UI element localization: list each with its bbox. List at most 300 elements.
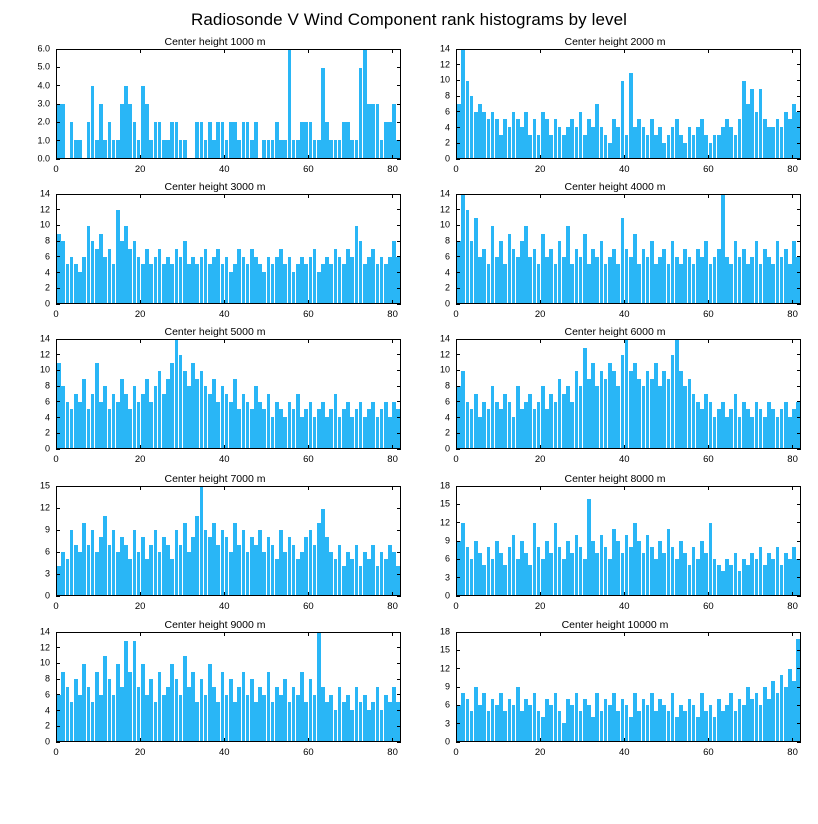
histogram-bar — [371, 249, 375, 303]
histogram-bar — [108, 545, 112, 595]
y-tick-label: 6 — [444, 106, 450, 117]
histogram-bar — [784, 553, 788, 595]
y-tick-mark — [456, 370, 460, 371]
histogram-bar — [216, 122, 220, 158]
histogram-bar — [384, 264, 388, 303]
histogram-bar — [195, 122, 199, 158]
histogram-bar — [66, 687, 70, 741]
histogram-bar — [317, 140, 321, 158]
x-tick-label: 80 — [387, 309, 398, 320]
x-tick-mark — [540, 486, 541, 490]
y-tick-mark — [397, 449, 401, 450]
histogram-bar — [233, 122, 237, 158]
histogram-bar — [200, 679, 204, 741]
chart-panel — [420, 619, 810, 768]
panel-title: Center height 9000 m — [164, 619, 266, 631]
histogram-bar — [746, 264, 750, 303]
y-tick-mark — [456, 339, 460, 340]
histogram-bar — [616, 386, 620, 448]
x-tick-label: 40 — [618, 309, 630, 320]
panel-title: Center height 2000 m — [564, 36, 666, 48]
histogram-bar — [254, 545, 258, 595]
histogram-bar — [158, 552, 162, 595]
y-tick-label: 8 — [44, 673, 50, 684]
histogram-bar — [124, 641, 128, 741]
histogram-bar — [221, 386, 225, 448]
histogram-bar — [216, 249, 220, 303]
histogram-bar — [292, 409, 296, 448]
histogram-bar — [275, 402, 279, 448]
histogram-bar — [359, 702, 363, 741]
histogram-bar — [191, 257, 195, 303]
histogram-bar — [380, 257, 384, 303]
y-tick-mark — [56, 663, 60, 664]
histogram-bar — [704, 553, 708, 595]
histogram-bar — [487, 119, 491, 158]
histogram-bar — [545, 541, 549, 595]
histogram-bar — [246, 695, 250, 741]
histogram-bar — [242, 394, 246, 448]
histogram-bar — [637, 541, 641, 595]
histogram-bar — [780, 257, 784, 303]
y-tick-mark — [456, 209, 460, 210]
y-tick-mark — [56, 159, 60, 160]
histogram-bar — [279, 249, 283, 303]
histogram-bar — [512, 417, 516, 448]
histogram-bar — [229, 402, 233, 448]
histogram-bar — [495, 257, 499, 303]
histogram-bar — [608, 143, 612, 158]
histogram-bar — [246, 122, 250, 158]
histogram-bar — [482, 402, 486, 448]
histogram-bar — [116, 552, 120, 595]
histogram-bar — [334, 394, 338, 448]
x-tick-mark — [56, 445, 57, 449]
histogram-bar — [200, 257, 204, 303]
histogram-bar — [112, 394, 116, 448]
histogram-bar — [95, 140, 99, 158]
y-tick-mark — [797, 742, 801, 743]
histogram-bar — [696, 559, 700, 595]
histogram-bar — [742, 402, 746, 448]
histogram-bar — [675, 119, 679, 158]
histogram-bar — [162, 264, 166, 303]
histogram-bar — [763, 417, 767, 448]
histogram-bar — [200, 122, 204, 158]
histogram-bar — [145, 249, 149, 303]
plot-frame — [456, 339, 801, 449]
y-tick-mark — [456, 143, 460, 144]
histogram-bar — [616, 541, 620, 595]
histogram-bar — [170, 264, 174, 303]
histogram-bar — [704, 711, 708, 741]
y-tick-mark — [797, 194, 801, 195]
histogram-bar — [304, 537, 308, 595]
histogram-bar — [309, 679, 313, 741]
y-tick-mark — [397, 401, 401, 402]
histogram-bar — [288, 537, 292, 595]
y-tick-mark — [797, 541, 801, 542]
chart-panel — [420, 473, 810, 622]
plot-area — [420, 333, 810, 475]
histogram-bar — [187, 552, 191, 595]
histogram-bar — [721, 127, 725, 158]
histogram-bar — [70, 409, 74, 448]
histogram-bar — [616, 127, 620, 158]
histogram-bar — [579, 112, 583, 158]
y-tick-mark — [397, 339, 401, 340]
histogram-bar — [250, 537, 254, 595]
histogram-bar — [541, 559, 545, 595]
histogram-bar — [696, 249, 700, 303]
y-tick-mark — [56, 417, 60, 418]
histogram-bar — [250, 679, 254, 741]
histogram-bar — [166, 257, 170, 303]
histogram-bar — [371, 104, 375, 158]
y-tick-mark — [397, 288, 401, 289]
histogram-bar — [516, 559, 520, 595]
y-tick-mark — [397, 85, 401, 86]
histogram-bar — [533, 119, 537, 158]
histogram-bar — [275, 122, 279, 158]
histogram-bar — [313, 249, 317, 303]
histogram-bar — [780, 409, 784, 448]
histogram-bar — [658, 699, 662, 741]
x-tick-mark — [708, 738, 709, 742]
histogram-bar — [158, 672, 162, 741]
x-tick-mark — [708, 194, 709, 198]
x-tick-label: 60 — [303, 309, 314, 320]
histogram-bar — [646, 135, 650, 158]
histogram-bar — [380, 409, 384, 448]
x-tick-mark — [792, 592, 793, 596]
histogram-bar — [212, 687, 216, 741]
x-tick-mark — [56, 738, 57, 742]
histogram-bar — [225, 394, 229, 448]
x-tick-mark — [308, 194, 309, 198]
histogram-bar — [604, 547, 608, 595]
histogram-bar — [262, 695, 266, 741]
histogram-bar — [788, 417, 792, 448]
histogram-bar — [625, 705, 629, 741]
histogram-bar — [683, 711, 687, 741]
histogram-bar — [103, 140, 107, 158]
y-tick-mark — [797, 225, 801, 226]
histogram-bar — [204, 386, 208, 448]
x-tick-mark — [792, 339, 793, 343]
histogram-bar — [591, 541, 595, 595]
y-tick-mark — [397, 104, 401, 105]
histogram-bar — [334, 140, 338, 158]
histogram-bar — [658, 386, 662, 448]
panel-title: Center height 4000 m — [564, 181, 666, 193]
histogram-bar — [491, 112, 495, 158]
x-tick-mark — [624, 339, 625, 343]
histogram-bar — [296, 264, 300, 303]
histogram-bar — [637, 119, 641, 158]
y-tick-label: 2 — [44, 720, 50, 731]
x-tick-mark — [224, 194, 225, 198]
histogram-bar — [792, 547, 796, 595]
y-tick-mark — [797, 159, 801, 160]
histogram-bar — [158, 249, 162, 303]
panel-title: Center height 6000 m — [564, 326, 666, 338]
histogram-bar — [633, 363, 637, 448]
histogram-bar — [725, 705, 729, 741]
histogram-bar — [57, 695, 61, 741]
histogram-bar — [325, 537, 329, 595]
histogram-bar — [650, 547, 654, 595]
histogram-bar — [558, 711, 562, 741]
histogram-bar — [512, 535, 516, 595]
histogram-bar — [654, 711, 658, 741]
histogram-bar — [99, 234, 103, 303]
plot-area — [20, 626, 410, 768]
histogram-bar — [82, 379, 86, 448]
histogram-bar — [524, 226, 528, 303]
y-tick-mark — [797, 723, 801, 724]
histogram-bar — [646, 705, 650, 741]
y-tick-mark — [456, 650, 460, 651]
histogram-bar — [612, 119, 616, 158]
y-tick-mark — [797, 209, 801, 210]
histogram-bar — [491, 559, 495, 595]
histogram-bar — [208, 537, 212, 595]
histogram-bar — [346, 122, 350, 158]
histogram-bar — [725, 119, 729, 158]
y-tick-label: 4 — [444, 267, 450, 278]
histogram-bar — [688, 257, 692, 303]
histogram-bar — [709, 264, 713, 303]
histogram-bar — [579, 257, 583, 303]
y-tick-label: 15 — [439, 644, 450, 655]
histogram-bar — [482, 565, 486, 595]
x-tick-mark — [540, 592, 541, 596]
x-tick-mark — [308, 486, 309, 490]
y-tick-label: 12 — [439, 517, 450, 528]
y-tick-label: 10 — [39, 219, 50, 230]
y-tick-label: 3 — [444, 572, 450, 583]
x-tick-label: 0 — [453, 164, 459, 175]
y-tick-label: 4.0 — [37, 80, 50, 91]
x-tick-mark — [708, 49, 709, 53]
histogram-bar — [254, 257, 258, 303]
y-tick-mark — [456, 504, 460, 505]
plot-area — [420, 480, 810, 622]
y-tick-mark — [797, 417, 801, 418]
histogram-bar — [321, 264, 325, 303]
histogram-bar — [317, 633, 321, 741]
histogram-bar — [99, 537, 103, 595]
y-tick-mark — [797, 272, 801, 273]
histogram-bar — [646, 257, 650, 303]
histogram-bar — [478, 705, 482, 741]
histogram-bar — [662, 143, 666, 158]
y-tick-mark — [56, 552, 60, 553]
histogram-bar — [271, 545, 275, 595]
y-tick-mark — [397, 433, 401, 434]
histogram-bar — [237, 249, 241, 303]
histogram-bar — [654, 363, 658, 448]
histogram-bar — [591, 363, 595, 448]
panel-title: Center height 10000 m — [561, 619, 669, 631]
x-tick-mark — [392, 445, 393, 449]
y-tick-mark — [456, 80, 460, 81]
histogram-bar — [558, 127, 562, 158]
histogram-bar — [288, 257, 292, 303]
histogram-bar — [734, 394, 738, 448]
histogram-bar — [780, 675, 784, 741]
histogram-bar — [508, 127, 512, 158]
y-tick-mark — [797, 49, 801, 50]
histogram-bar — [57, 363, 61, 448]
histogram-bar — [212, 140, 216, 158]
histogram-bar — [721, 195, 725, 303]
y-tick-mark — [456, 668, 460, 669]
histogram-bar — [99, 402, 103, 448]
y-tick-mark — [397, 679, 401, 680]
histogram-bar — [292, 545, 296, 595]
x-tick-mark — [392, 339, 393, 343]
histogram-bar — [359, 241, 363, 303]
x-tick-label: 40 — [618, 454, 630, 465]
histogram-bar — [329, 552, 333, 595]
x-tick-mark — [392, 194, 393, 198]
y-tick-mark — [56, 726, 60, 727]
x-tick-mark — [708, 486, 709, 490]
histogram-bar — [166, 545, 170, 595]
y-tick-mark — [456, 417, 460, 418]
histogram-bar — [254, 386, 258, 448]
histogram-bar — [216, 702, 220, 741]
y-tick-mark — [397, 140, 401, 141]
histogram-bar — [133, 641, 137, 741]
x-tick-label: 40 — [218, 601, 230, 612]
histogram-bar — [537, 711, 541, 741]
histogram-bar — [587, 499, 591, 595]
histogram-bar — [309, 122, 313, 158]
histogram-bar — [482, 249, 486, 303]
histogram-bar — [508, 699, 512, 741]
histogram-bar — [713, 135, 717, 158]
y-tick-mark — [797, 596, 801, 597]
histogram-bar — [254, 702, 258, 741]
histogram-bar — [250, 409, 254, 448]
histogram-bar — [729, 693, 733, 741]
histogram-bar — [642, 699, 646, 741]
y-tick-mark — [397, 663, 401, 664]
histogram-bar — [329, 264, 333, 303]
plot-frame — [56, 486, 401, 596]
histogram-bar — [175, 530, 179, 595]
histogram-bar — [792, 104, 796, 158]
histogram-bar — [629, 371, 633, 448]
histogram-bar — [516, 257, 520, 303]
histogram-bar — [725, 257, 729, 303]
histogram-bar — [767, 257, 771, 303]
histogram-bar — [258, 402, 262, 448]
histogram-bar — [325, 417, 329, 448]
histogram-bar — [216, 402, 220, 448]
x-tick-mark — [456, 486, 457, 490]
histogram-bar — [78, 272, 82, 303]
x-tick-mark — [624, 632, 625, 636]
histogram-bar — [608, 559, 612, 595]
x-tick-label: 0 — [453, 601, 459, 612]
y-tick-label: 4 — [444, 122, 450, 133]
x-tick-mark — [624, 155, 625, 159]
histogram-bar — [696, 402, 700, 448]
x-tick-label: 60 — [703, 309, 714, 320]
histogram-bar — [384, 122, 388, 158]
x-tick-label: 0 — [453, 747, 459, 758]
histogram-bar — [474, 687, 478, 741]
histogram-bar — [474, 218, 478, 303]
histogram-bar — [179, 257, 183, 303]
x-tick-label: 0 — [53, 454, 59, 465]
histogram-bar — [487, 547, 491, 595]
histogram-bar — [87, 687, 91, 741]
histogram-bar — [376, 417, 380, 448]
y-tick-mark — [397, 694, 401, 695]
histogram-bar — [133, 386, 137, 448]
histogram-bar — [309, 530, 313, 595]
histogram-bar — [87, 545, 91, 595]
x-tick-mark — [708, 592, 709, 596]
x-tick-mark — [140, 445, 141, 449]
histogram-bar — [474, 112, 478, 158]
plot-area — [20, 188, 410, 330]
y-tick-mark — [397, 530, 401, 531]
histogram-bar — [242, 257, 246, 303]
x-tick-label: 60 — [303, 747, 314, 758]
y-tick-mark — [397, 486, 401, 487]
y-tick-label: 10 — [39, 657, 50, 668]
histogram-bar — [149, 264, 153, 303]
histogram-bar — [562, 559, 566, 595]
histogram-bar — [742, 705, 746, 741]
x-tick-label: 20 — [534, 601, 546, 612]
histogram-bar — [78, 402, 82, 448]
y-tick-label: 3 — [444, 718, 450, 729]
y-tick-label: 10 — [439, 74, 450, 85]
histogram-bar — [767, 699, 771, 741]
histogram-bar — [637, 379, 641, 448]
bar-series — [57, 195, 400, 303]
y-tick-label: 0.0 — [37, 153, 50, 164]
x-tick-label: 40 — [618, 164, 630, 175]
histogram-bar — [796, 639, 800, 741]
x-tick-mark — [392, 300, 393, 304]
y-tick-mark — [456, 256, 460, 257]
histogram-bar — [721, 402, 725, 448]
x-tick-mark — [624, 445, 625, 449]
histogram-bar — [679, 135, 683, 158]
histogram-bar — [595, 553, 599, 595]
histogram-bar — [621, 553, 625, 595]
panel-title: Center height 1000 m — [164, 36, 266, 48]
histogram-bar — [321, 509, 325, 595]
histogram-bar — [208, 122, 212, 158]
panel-title: Center height 7000 m — [164, 473, 266, 485]
histogram-bar — [145, 559, 149, 595]
histogram-bar — [533, 523, 537, 595]
x-tick-mark — [308, 300, 309, 304]
histogram-bar — [229, 122, 233, 158]
histogram-bar — [329, 695, 333, 741]
histogram-bar — [271, 140, 275, 158]
histogram-bar — [650, 693, 654, 741]
